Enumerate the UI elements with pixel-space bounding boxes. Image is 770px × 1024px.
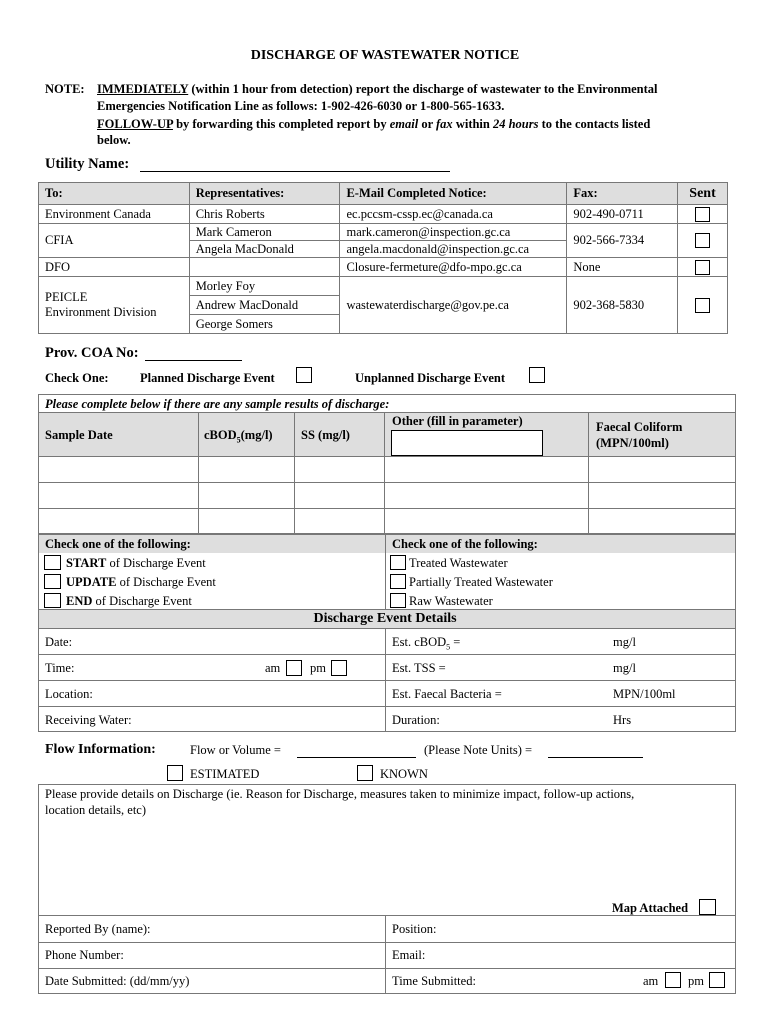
update-label-rest: of Discharge Event: [119, 575, 216, 589]
divider: [38, 968, 736, 969]
contacts-header-sent: Sent: [678, 183, 728, 205]
ss-header: SS (mg/l): [301, 428, 350, 442]
samples-instruction-colon: :: [385, 397, 390, 411]
note-line-3: [97, 117, 650, 132]
divider: [38, 456, 736, 457]
cbod-header-sub: 5: [236, 435, 241, 445]
env-canada-sent-cell: [678, 205, 728, 224]
position-label: Position:: [392, 922, 437, 936]
phone-label: Phone Number:: [45, 948, 124, 962]
duration-label: Duration:: [392, 713, 440, 727]
flow-label: Flow Information:: [45, 742, 156, 757]
peicle-to-2: Environment Division: [45, 305, 157, 319]
submit-am-label: am: [643, 974, 659, 988]
cfia-rep-2: Angela MacDonald: [189, 241, 340, 258]
table-row: [39, 258, 728, 277]
peicle-rep-2: Andrew MacDonald: [189, 296, 340, 315]
divider: [588, 412, 589, 534]
start-label-bold: START: [66, 556, 107, 570]
flow-volume-label: Flow or Volume =: [190, 743, 281, 757]
cfia-sent-checkbox[interactable]: [695, 233, 710, 248]
cfia-email-1: mark.cameron@inspection.gc.ca: [340, 224, 567, 241]
cbod-header: [204, 428, 273, 445]
date-submitted-label: Date Submitted: (dd/mm/yy): [45, 974, 190, 988]
note-within-word: within: [455, 117, 490, 131]
event-type-header: Check one of the following:: [45, 537, 191, 551]
table-row: [39, 224, 728, 241]
flow-units-label: (Please Note Units) =: [424, 743, 533, 757]
unplanned-label: Unplanned Discharge Event: [355, 371, 506, 385]
table-row: [39, 277, 728, 296]
time-am-checkbox[interactable]: [286, 660, 302, 676]
start-label: [66, 556, 206, 571]
note-or-word: or: [421, 117, 433, 131]
partial-label: Partially Treated Wastewater: [409, 575, 553, 589]
dfo-email: Closure-fermeture@dfo-mpo.gc.ca: [340, 258, 567, 277]
divider: [384, 412, 385, 534]
duration-unit: Hrs: [613, 713, 632, 727]
dfo-sent-cell: [678, 258, 728, 277]
faecal-header-2: (MPN/100ml): [596, 436, 669, 450]
time-am-label: am: [265, 661, 281, 675]
raw-label: Raw Wastewater: [409, 594, 493, 608]
peicle-fax: 902-368-5830: [567, 277, 678, 334]
cfia-sent-cell: [678, 224, 728, 258]
utility-name-label: Utility Name:: [45, 156, 130, 172]
prov-coa-input[interactable]: [145, 360, 242, 361]
known-label: KNOWN: [380, 767, 428, 781]
contacts-header-fax: Fax:: [567, 183, 678, 205]
page-title: DISCHARGE OF WASTEWATER NOTICE: [250, 48, 520, 63]
note-line-1: [97, 82, 658, 97]
map-attached-label: Map Attached: [612, 901, 689, 915]
receiving-water-label: Receiving Water:: [45, 713, 132, 727]
est-cbod-unit: mg/l: [613, 635, 636, 649]
peicle-rep-3: George Somers: [189, 315, 340, 334]
partial-checkbox[interactable]: [390, 574, 406, 589]
divider: [38, 706, 736, 707]
time-pm-label: pm: [310, 661, 326, 675]
utility-name-input[interactable]: [140, 171, 450, 172]
time-submitted-label: Time Submitted:: [392, 974, 476, 988]
env-canada-sent-checkbox[interactable]: [695, 207, 710, 222]
submit-pm-checkbox[interactable]: [709, 972, 725, 988]
divider: [294, 412, 295, 534]
dfo-rep: [189, 258, 340, 277]
divider: [38, 508, 736, 509]
update-checkbox[interactable]: [44, 574, 61, 589]
reported-by-label: Reported By (name):: [45, 922, 151, 936]
date-label: Date:: [45, 635, 73, 649]
dfo-fax: None: [567, 258, 678, 277]
note-fax-word: fax: [436, 117, 453, 131]
est-cbod-sub: 5: [446, 642, 451, 652]
time-pm-checkbox[interactable]: [331, 660, 347, 676]
note-immediately: IMMEDIATELY: [97, 82, 189, 96]
update-label: [66, 575, 216, 590]
details-header: Discharge Event Details: [313, 611, 457, 626]
dfo-sent-checkbox[interactable]: [695, 260, 710, 275]
peicle-rep-1: Morley Foy: [189, 277, 340, 296]
cfia-rep-1: Mark Cameron: [189, 224, 340, 241]
table-row: [39, 205, 728, 224]
submit-pm-label: pm: [688, 974, 704, 988]
env-canada-fax: 902-490-0711: [567, 205, 678, 224]
divider: [198, 412, 199, 534]
raw-checkbox[interactable]: [390, 593, 406, 608]
samples-instruction-text: Please complete below if there are any sample results of discharge: [45, 397, 386, 411]
details-prompt-2: location details, etc): [45, 803, 147, 817]
start-checkbox[interactable]: [44, 555, 61, 570]
contacts-table: [38, 182, 728, 334]
end-label-rest: of Discharge Event: [95, 594, 192, 608]
other-header: Other (fill in parameter): [392, 414, 523, 428]
peicle-sent-checkbox[interactable]: [695, 298, 710, 313]
peicle-email: wastewaterdischarge@gov.pe.ca: [340, 277, 567, 334]
note-label: NOTE:: [45, 82, 85, 96]
cfia-to: CFIA: [39, 224, 190, 258]
peicle-sent-cell: [678, 277, 728, 334]
divider: [38, 654, 736, 655]
treated-checkbox[interactable]: [390, 555, 406, 570]
cbod-header-prefix: cBOD: [204, 428, 237, 442]
env-canada-rep: Chris Roberts: [189, 205, 340, 224]
planned-checkbox[interactable]: [296, 367, 312, 383]
cfia-email-2: angela.macdonald@inspection.gc.ca: [340, 241, 567, 258]
divider: [385, 916, 386, 994]
cbod-header-suffix: (mg/l): [240, 428, 273, 442]
est-tss-label: Est. TSS =: [392, 661, 446, 675]
start-label-rest: of Discharge Event: [109, 556, 206, 570]
estimated-checkbox[interactable]: [167, 765, 183, 781]
estimated-label: ESTIMATED: [190, 767, 260, 781]
note-line-2: Emergencies Notification Line as follows: 1-902-426-6030 or 1-800-565-1633.: [97, 99, 505, 113]
est-faecal-label: Est. Faecal Bacteria =: [392, 687, 502, 701]
est-cbod-eq: =: [450, 635, 461, 649]
other-parameter-input[interactable]: [391, 430, 543, 456]
email-label: Email:: [392, 948, 426, 962]
cfia-fax: 902-566-7334: [567, 224, 678, 258]
samples-instruction: [45, 397, 389, 412]
map-attached-checkbox[interactable]: [699, 899, 716, 915]
submit-am-checkbox[interactable]: [665, 972, 681, 988]
prov-coa-label: Prov. COA No:: [45, 345, 139, 361]
contacts-header-email: E-Mail Completed Notice:: [340, 183, 567, 205]
env-canada-to: Environment Canada: [39, 205, 190, 224]
sample-date-header: Sample Date: [45, 428, 113, 442]
divider: [38, 680, 736, 681]
note-line1-rest: (within 1 hour from detection) report the discharge of wastewater to the Environmental: [191, 82, 658, 96]
dfo-to: DFO: [39, 258, 190, 277]
est-cbod-label: [392, 635, 460, 652]
divider: [38, 482, 736, 483]
planned-label: Planned Discharge Event: [140, 371, 275, 385]
treated-label: Treated Wastewater: [409, 556, 508, 570]
check-one-label: Check One:: [45, 371, 109, 385]
note-line3-a: by forwarding this completed report by: [176, 117, 387, 131]
env-canada-email: ec.pccsm-cssp.ec@canada.ca: [340, 205, 567, 224]
flow-units-input[interactable]: [548, 757, 643, 758]
divider: [38, 609, 736, 610]
flow-volume-input[interactable]: [297, 757, 416, 758]
est-faecal-unit: MPN/100ml: [613, 687, 676, 701]
location-label: Location:: [45, 687, 93, 701]
divider: [38, 412, 736, 413]
end-label-bold: END: [66, 594, 93, 608]
update-label-bold: UPDATE: [66, 575, 117, 589]
est-tss-unit: mg/l: [613, 661, 636, 675]
peicle-to: [39, 277, 190, 334]
est-cbod-prefix: Est. cBOD: [392, 635, 447, 649]
unplanned-checkbox[interactable]: [529, 367, 545, 383]
note-hours: 24 hours: [492, 117, 539, 131]
note-email-word: email: [389, 117, 419, 131]
note-line3-b: to the contacts listed: [541, 117, 651, 131]
contacts-header-row: [39, 183, 728, 205]
end-label: [66, 594, 192, 609]
known-checkbox[interactable]: [357, 765, 373, 781]
end-checkbox[interactable]: [44, 593, 61, 608]
details-prompt-1: Please provide details on Discharge (ie. Reason for Discharge, measures taken to minimize impact, follow-up actions,: [45, 787, 635, 801]
contacts-header-to: To:: [39, 183, 190, 205]
time-label: Time:: [45, 661, 75, 675]
peicle-to-1: PEICLE: [45, 290, 88, 304]
faecal-header-1: Faecal Coliform: [596, 420, 683, 434]
contacts-header-reps: Representatives:: [189, 183, 340, 205]
note-followup: FOLLOW-UP: [97, 117, 173, 131]
treatment-header: Check one of the following:: [392, 537, 538, 551]
note-line-4: below.: [97, 133, 131, 147]
divider: [38, 942, 736, 943]
